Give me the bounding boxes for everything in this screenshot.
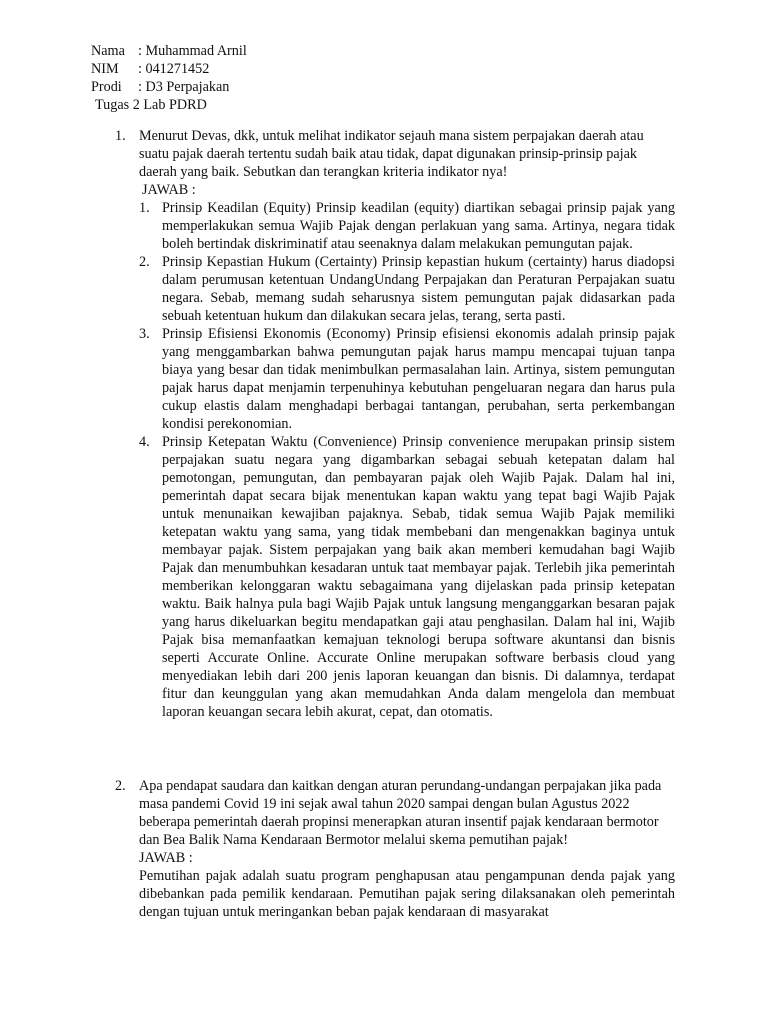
principle-text: Prinsip Keadilan (Equity) Prinsip keadilan (equity) diartikan sebagai prinsip pajak yang memperlakukan semua Wajib Pajak dengan perlakuan yang sama. Artinya, negara tidak boleh bertindak diskriminatif atau seenaknya dalam melakukan pemungutan pajak. [162, 200, 675, 252]
task-row [91, 96, 247, 114]
prodi-value: : D3 Perpajakan [138, 79, 230, 95]
question-1 [115, 127, 675, 721]
question-2-answer-text: Pemutihan pajak adalah suatu program penghapusan atau pengampunan denda pajak yang dibebankan pada pemilik kendaraan. Pemutihan pajak sering dilaksanakan oleh pemerintah dengan tujuan untuk meringankan beban pajak kendaraan di masyarakat [139, 868, 675, 920]
name-row [91, 42, 247, 60]
nim-value: : 041271452 [138, 61, 210, 77]
question-2-number: 2. [115, 778, 126, 794]
question-2-answer-label: JAWAB : [139, 850, 193, 866]
principle-item [139, 199, 675, 253]
question-1-number: 1. [115, 128, 126, 144]
nim-row [91, 60, 247, 78]
principle-text: Prinsip Efisiensi Ekonomis (Economy) Prinsip efisiensi ekonomis adalah prinsip pajak yang menggambarkan bahwa pemungutan pajak harus mampu mencapai tujuan tanpa biaya yang besar dan tidak menimbulkan permasalahan lain. Artinya, sistem pemungutan pajak harus dapat menjamin terpenuhinya kebutuhan pengeluaran negara dan harus pula cukup elastis dalam menghadapi berbagai tantangan, perubahan, serta perkembangan kondisi perekonomian. [162, 326, 675, 432]
nim-label: NIM [91, 61, 119, 77]
name-value: : Muhammad Arnil [138, 43, 247, 59]
prodi-row [91, 78, 247, 96]
question-2 [115, 777, 675, 921]
name-label: Nama [91, 43, 125, 59]
principle-text: Prinsip Ketepatan Waktu (Convenience) Prinsip convenience merupakan prinsip sistem perpajakan suatu negara yang digambarkan sebagai sebuah ketepatan dalam hal pemotongan, pemungutan, dan pembayaran pajak oleh Wajib Pajak. Dalam hal ini, pemerintah dapat secara bijak menentukan kapan waktu yang tepat bagi Wajib Pajak untuk menunaikan kewajiban pajaknya. Sebab, tidak semua Wajib Pajak memiliki ketepatan waktu yang sama, yang tidak membebani dan mengenakkan baginya untuk membayar pajak. Sistem perpajakan yang baik akan memberi kemudahan bagi Wajib Pajak dan menumbuhkan kesadaran untuk taat membayar pajak. Terlebih jika pemerintah memberikan kelonggaran waktu sebagaimana yang dijelaskan pada prinsip ketepatan waktu. Baik halnya pula bagi Wajib Pajak untuk langsung menganggarkan besaran pajak yang harus dikeluarkan begitu mendapatkan gaji atau penghasilan. Dalam hal ini, Wajib Pajak bisa memanfaatkan kemajuan teknologi berupa software akuntansi dan bisnis seperti Accurate Online. Accurate Online merupakan software berbasis cloud yang menyediakan lebih dari 200 jenis laporan keuangan dan bisnis. Di dalamnya, terdapat fitur dan keunggulan yang akan memudahkan Anda dalam mengelola dan membuat laporan keuangan secara lebih akurat, cepat, dan otomatis. [162, 434, 675, 720]
principle-number: 4. [139, 434, 150, 450]
question-1-answer-label: JAWAB : [142, 182, 196, 198]
principle-number: 2. [139, 254, 150, 270]
principle-number: 1. [139, 200, 150, 216]
prodi-label: Prodi [91, 79, 122, 95]
question-1-text: Menurut Devas, dkk, untuk melihat indikator sejauh mana sistem perpajakan daerah atau suatu pajak daerah tertentu sudah baik atau tidak, dapat digunakan prinsip-prinsip pajak daerah yang baik. Sebutkan dan terangkan kriteria indikator nya! [139, 128, 644, 180]
principle-item [139, 325, 675, 433]
principle-item [139, 433, 675, 721]
task-title: Tugas 2 Lab PDRD [95, 97, 207, 113]
principle-item [139, 253, 675, 325]
principle-number: 3. [139, 326, 150, 342]
principle-text: Prinsip Kepastian Hukum (Certainty) Prinsip kepastian hukum (certainty) harus diadopsi dalam perumusan ketentuan UndangUndang Perpajakan dan Peraturan Perpajakan suatu negara. Sebab, memang sudah seharusnya sistem pemungutan pajak didasarkan pada sebuah ketentuan hukum dan dilakukan secara jelas, terang, serta pasti. [162, 254, 675, 324]
student-header [91, 42, 247, 114]
question-2-text: Apa pendapat saudara dan kaitkan dengan aturan perundang-undangan perpajakan jika pada masa pandemi Covid 19 ini sejak awal tahun 2020 sampai dengan bulan Agustus 2022 beberapa pemerintah daerah propinsi menerapkan aturan insentif pajak kendaraan bermotor dan Bea Balik Nama Kendaraan Bermotor melalui skema pemutihan pajak! [139, 778, 662, 848]
